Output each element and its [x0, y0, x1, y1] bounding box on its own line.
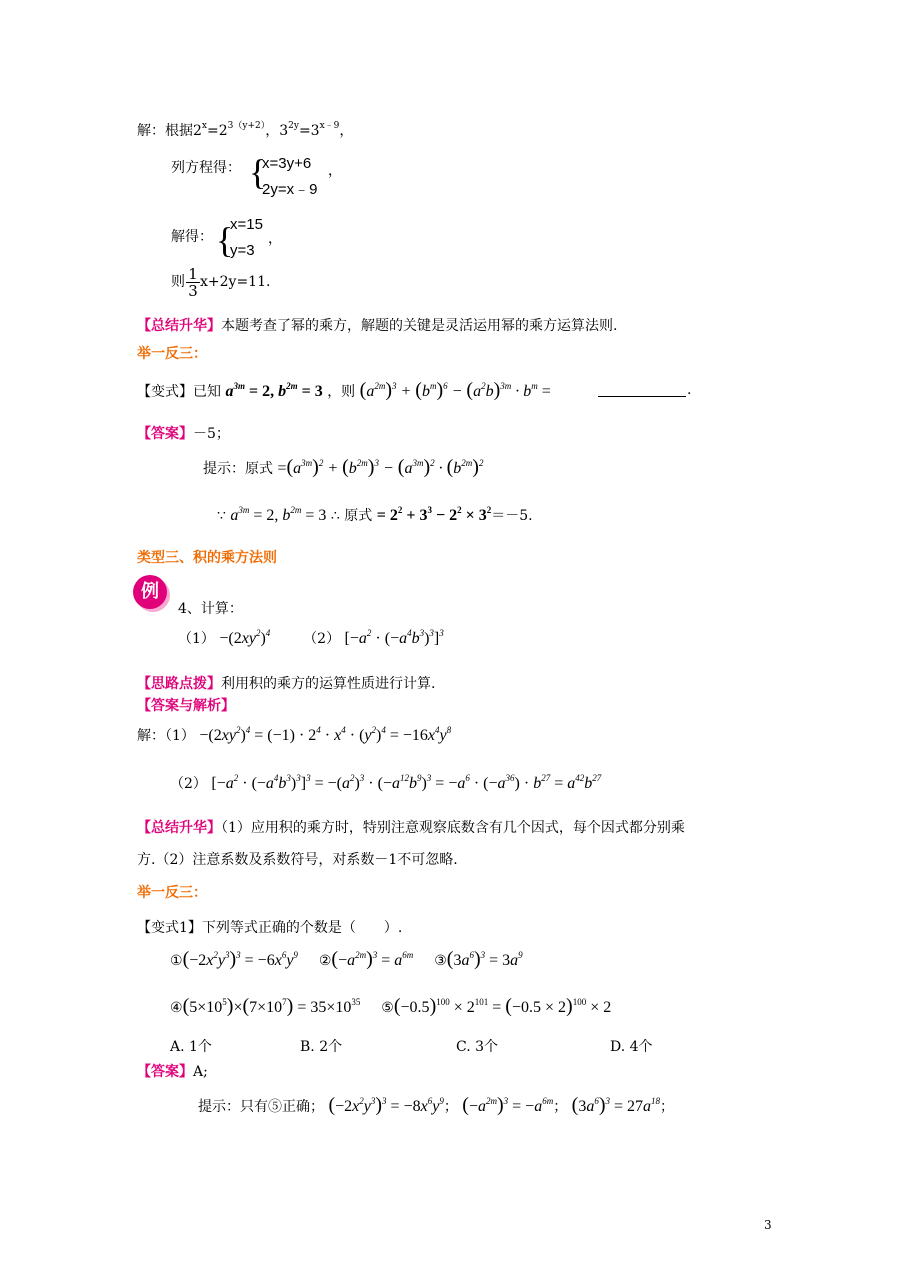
practice-2-items-a: $①(-2x^2y^3)^3 = -6x^6y^9$ $②(-a^{2m})^3 = a^{6m}$ $③(3a^6)^3 = 3a^9$	[170, 948, 523, 970]
section-title: 类型三、积的乘方法则	[137, 550, 277, 566]
summary-4-line-1: 【总结升华】（1）应用积的乘方时，特别注意观察底数含有几个因式，每个因式都分别乘	[137, 820, 685, 836]
summary-1: 【总结升华】本题考查了幂的乘方，解题的关键是灵活运用幂的乘方运算法则.	[137, 318, 618, 334]
answer-2-hint: 提示：只有⑤正确； $(-2x^2y^3)^3 = -8x^6y^9$； $(-a^{2m})^3 = -a^{6m}$； $(3a^6)^3 = 27a^{18}$；	[198, 1094, 675, 1116]
solution-brace: {	[216, 220, 234, 260]
hint-4: 【思路点拨】利用积的乘方的运算性质进行计算.	[137, 676, 436, 692]
summary-4-line-2: 方.（2）注意系数及系数符号，对系数－1不可忽略.	[137, 852, 458, 868]
answer-2: 【答案】A;	[137, 1064, 208, 1080]
then-result: x+2y=11.	[200, 274, 271, 290]
practice-title-1: 举一反三：	[137, 346, 207, 362]
system-label: 列方程得：	[171, 160, 241, 176]
practice-2-question: 【变式1】下列等式正确的个数是（ ）.	[137, 920, 403, 936]
given-expression: $a^{3m} = 2$, $b^{2m} = 3$	[225, 381, 323, 400]
example-badge: 例	[133, 575, 167, 609]
fraction-one-third: $\frac{1}{3}$	[186, 267, 200, 299]
summary-tag: 【总结升华】	[137, 318, 221, 334]
solution-prefix: 解：根据	[137, 123, 193, 139]
option-d: D. 4个	[610, 1039, 653, 1055]
solution-row-1: x=15	[230, 216, 263, 233]
example-title: 4、计算：	[178, 601, 243, 617]
example-part-1: $(1) -(2xy^2)^4$ （2） $[-a^2 \cdot (-a^4b^3)^3]^3$	[178, 628, 444, 647]
answer-4-tag: 【答案与解析】	[137, 698, 235, 714]
practice-1-question: 【变式】已知 $a^{3m} = 2$, $b^{2m} = 3$ ，则 $(a^{2m})^3 + (b^m)^6 - (a^2b)^{3m} \cdot b^m$ =	[137, 379, 551, 401]
system-brace: {	[249, 152, 267, 192]
system-row-1: x=3y+6	[262, 155, 312, 172]
answer-1: 【答案】－5；	[137, 426, 230, 442]
solution-row-2: y=3	[230, 242, 255, 259]
practice-2-items-b: $④(5\times 10^5)\times(7\times 10^7) = 35\times 10^{35}$ $⑤(-0.5)^{100} \times 2^{101} = (-0.5 \times 2)^{100} \times 2$	[170, 995, 612, 1017]
system-row-2: 2y=x﹣9	[262, 181, 318, 198]
then-label: 则	[171, 274, 185, 290]
solution-label: 解得：	[171, 229, 213, 245]
option-a: A. 1个	[170, 1039, 212, 1055]
practice-1-expression: $(a^{2m})^3 + (b^m)^6 - (a^2b)^{3m} \cdot b^m$ =	[359, 379, 551, 401]
answer-4-part-1: 解：$(1) -(2xy^2)^4 = (-1) \cdot 2^4 \cdot x^4 \cdot (y^2)^4 = -16x^4y^8$	[137, 725, 452, 744]
answer-4-part-2: （2） $[-a^2 \cdot (-a^4b^3)^3]^3 = -(a^2)^3 \cdot (-a^{12}b^9)^3 = -a^6 \cdot (-a^{36}) \cdot b^{27} = a^{42}b^{27}$	[170, 773, 602, 792]
solution-line-1: 解：根据$2^x=2^{3(y+2)}$，$3^{2y}=3^{x﹣9}$，	[137, 121, 354, 139]
option-b: B. 2个	[300, 1039, 343, 1055]
answer-blank	[598, 396, 686, 397]
answer-1-since: ∵ $a^{3m} = 2$, $b^{2m} = 3$ ∴ 原式 = $2^2 + 3^3 - 2^2 \times 3^2=-5$.	[217, 505, 533, 524]
answer-1-hint: 提示：原式 $=(a^{3m})^2 + (b^{2m})^3 - (a^{3m})^2 \cdot (b^{2m})^2$	[203, 456, 484, 478]
option-c: C. 3个	[456, 1039, 499, 1055]
practice-title-2: 举一反三：	[137, 885, 207, 901]
page-number: 3	[764, 1218, 772, 1232]
